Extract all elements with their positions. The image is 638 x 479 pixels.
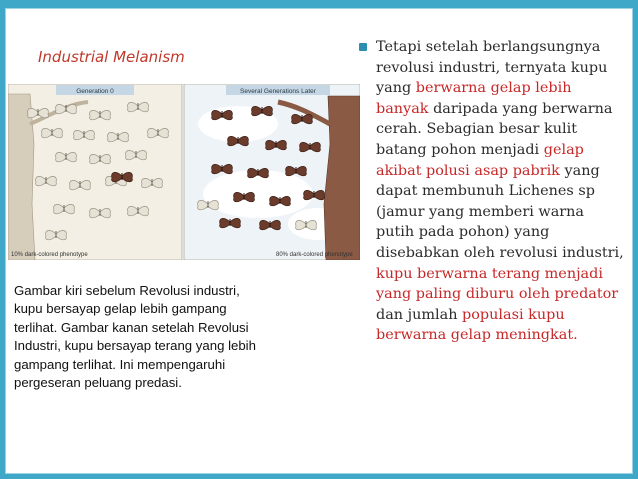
figure-caption [14, 282, 354, 392]
slide-title: Industrial Melanism [38, 48, 185, 66]
explanation-bullet [374, 37, 624, 346]
caption-line: gampang terlihat. Ini mempengaruhi [14, 356, 226, 372]
caption-line: Industri, kupu bersayap terang yang lebih [14, 338, 256, 354]
caption-line: pergeseran peluang predasi. [14, 375, 182, 391]
text-segment: Tetapi setelah berlangsungnya revolusi industri, ternyata kupu yang [376, 39, 608, 97]
cloud-2 [203, 170, 313, 218]
caption-line: terlihat. Gambar kanan setelah Revolusi [14, 319, 249, 335]
text-segment: daripada yang berwarna cerah. Sebagian besar kulit batang pohon menjadi [376, 100, 613, 158]
bullet-icon [359, 43, 367, 51]
right-phenotype-note: 80% dark-colored phenotype [276, 252, 353, 258]
explanation-text [374, 37, 624, 346]
text-segment: yang dapat membunuh Lichenes sp (jamur yang memberi warna putih pada pohon) yang disebabkan oleh revolusi industri, [376, 162, 624, 261]
highlight-pollution: gelap akibat polusi asap pabrik [376, 141, 584, 179]
text-segment: dan jumlah [376, 306, 463, 323]
left-phenotype-note: 10% dark-colored phenotype [11, 252, 88, 258]
right-tree-trunk [324, 96, 360, 260]
caption-line: Gambar kiri sebelum Revolusi industri, [14, 283, 240, 298]
left-tree-trunk [8, 94, 35, 260]
caption-line: kupu bersayap gelap lebih gampang [14, 301, 227, 317]
right-panel-label: Several Generations Later [240, 88, 316, 95]
industrial-melanism-figure [8, 84, 360, 260]
highlight-dark-more: berwarna gelap lebih banyak [376, 80, 572, 117]
highlight-light-hunted: kupu berwarna terang menjadi yang paling diburu oleh predator [376, 265, 619, 303]
left-panel-label: Generation 0 [76, 88, 114, 95]
highlight-dark-increase: populasi kupu berwarna gelap meningkat. [376, 306, 578, 344]
